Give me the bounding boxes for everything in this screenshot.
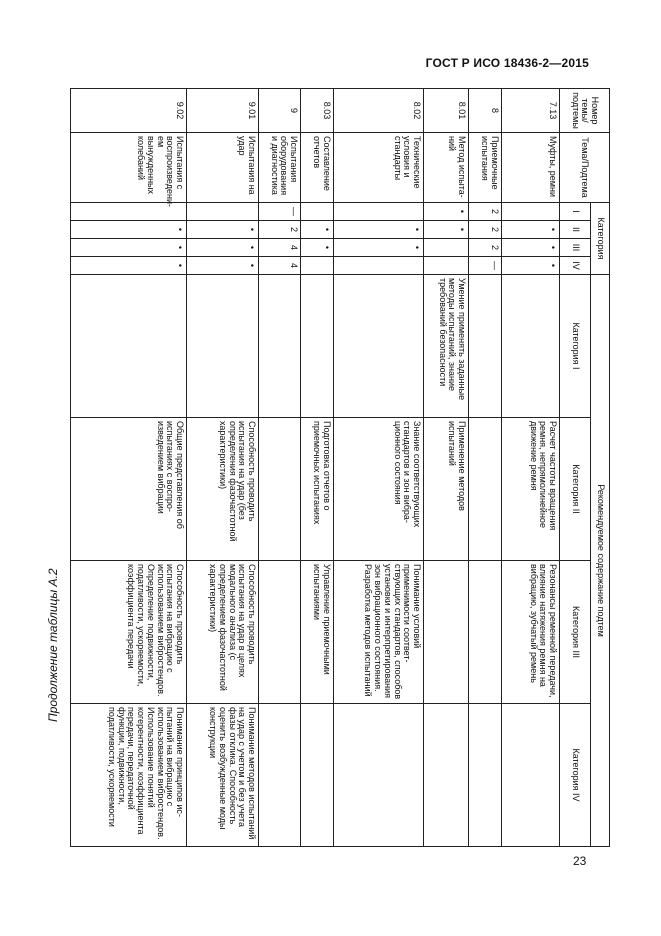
row-cat-1 [502,203,560,221]
row-topic: Муфты, ремни [502,133,560,203]
row-cat-4 [301,257,334,275]
table-row [334,89,424,847]
row-cat-1 [301,203,334,221]
row-content-1 [71,275,187,418]
table-row [469,89,502,847]
row-topic: Составление отчетов [301,133,334,203]
document-header: ГОСТ Р ИСО 18436-2—2015 [425,56,589,70]
rotated-table-container [70,88,610,846]
row-number: 8 [469,89,502,133]
row-content-3: Способность проводить испытания на вибрацию с использованием вибростендов. Определение подвижности, податливости, ускоряемости, коэффициента передачи [71,561,187,704]
row-content-2: Применение методов испытаний [424,418,469,561]
row-cat-1: — [259,203,301,221]
row-number: 8.02 [334,89,424,133]
row-cat-3: • [187,239,259,257]
row-content-1 [301,275,334,418]
row-topic: Испытания оборудования и диагностика [259,133,301,203]
row-content-3 [259,561,301,704]
row-content-1 [259,275,301,418]
row-content-4: Понимание принципов испытаний на вибрацию с использованием вибростендов. Использование понятий когерентности, коэффициента передачи, передаточной функции, подвижности, податливости, ускоряемости [71,704,187,847]
row-number: 8.01 [424,89,469,133]
row-content-3: Способность проводить испытания на удар в целях модального анализа (с определением фазочастотной характеристики) [187,561,259,704]
row-content-1 [334,275,424,418]
row-content-1 [502,275,560,418]
row-content-1: Умение применять заданные методы испытаний, знание требований безопасности [424,275,469,418]
row-number: 7.13 [502,89,560,133]
row-cat-4 [424,257,469,275]
header-content-3: Категория III [560,561,591,704]
row-content-2: Подготовка отчетов о приемочных испытаниях [301,418,334,561]
row-content-3: Понимание условий применимости соответствующих стандартов, способов установки и интерпретирования зон вибрационного состояния. Разработка методов испытаний [334,561,424,704]
row-cat-3: • [301,239,334,257]
header-row-2 [560,89,591,847]
header-category: Категория [591,203,610,275]
row-cat-4: • [187,257,259,275]
row-cat-2: 2 [469,221,502,239]
row-content-4 [259,704,301,847]
table-row [71,89,187,847]
row-cat-3: • [502,239,560,257]
row-content-2 [259,418,301,561]
header-content-4: Категория IV [560,704,591,847]
table-row [502,89,560,847]
row-cat-3: 2 [469,239,502,257]
table-row [301,89,334,847]
header-content-1: Категория I [560,275,591,418]
competency-table [70,88,610,847]
header-cat-2: II [560,221,591,239]
table-caption: Продолжение таблицы А.2 [46,568,60,722]
row-topic: Приемочные испытания [469,133,502,203]
row-cat-2: • [502,221,560,239]
row-number: 9.01 [187,89,259,133]
row-topic: Технические условия и стандарты [334,133,424,203]
row-cat-1 [187,203,259,221]
row-content-4 [301,704,334,847]
table-row [259,89,301,847]
row-content-3 [469,561,502,704]
header-cat-1: I [560,203,591,221]
row-cat-3: 4 [259,239,301,257]
row-content-3: Резонансы ременной передачи, влияние натяжения ремня на вибрацию, зубчатый ремень [502,561,560,704]
row-content-2: Способность проводить испытания на удар (без определения фазочастотной характеристики) [187,418,259,561]
page-number: 23 [573,854,587,868]
row-content-2 [469,418,502,561]
row-cat-3 [424,239,469,257]
row-content-2: Знание соответствующих стандартов и зон вибрационного состояния [334,418,424,561]
row-cat-1 [334,203,424,221]
row-topic: Испытания на удар [187,133,259,203]
row-content-4 [424,704,469,847]
row-cat-4: • [71,257,187,275]
row-content-2: Расчет частоты вращения ремня, непрямолинейное движение ремня [502,418,560,561]
header-row-1 [591,89,610,847]
row-cat-4: — [469,257,502,275]
row-content-1 [469,275,502,418]
row-cat-3: • [334,239,424,257]
row-content-2: Общие представления об испытаниях с воспроизведением вибрации [71,418,187,561]
header-cat-4: IV [560,257,591,275]
row-cat-2: • [301,221,334,239]
row-number: 9.02 [71,89,187,133]
row-cat-2: • [71,221,187,239]
header-number: Номер темы/подтемы [560,89,610,133]
row-cat-4: 4 [259,257,301,275]
row-content-3: Управление приемочными испытаниями [301,561,334,704]
header-recommended-content: Рекомендуемое содержание подтем [591,275,610,847]
row-content-4 [502,704,560,847]
row-content-1 [187,275,259,418]
row-cat-2: • [187,221,259,239]
table-row [187,89,259,847]
row-content-4 [334,704,424,847]
row-cat-1: • [424,203,469,221]
header-cat-3: III [560,239,591,257]
row-cat-2: • [334,221,424,239]
row-content-4 [469,704,502,847]
row-cat-1: 2 [469,203,502,221]
row-cat-2: 2 [259,221,301,239]
row-content-4: Понимание методов испытаний на удар с учетом и без учета фазы отклика. Способность оценить возбужденные моды конструкции [187,704,259,847]
row-cat-4 [334,257,424,275]
header-content-2: Категория II [560,418,591,561]
header-topic: Тема/Подтема [560,133,610,203]
row-topic: Метод испытаний [424,133,469,203]
row-number: 8.03 [301,89,334,133]
row-cat-2: • [424,221,469,239]
row-cat-4: • [502,257,560,275]
row-cat-3: • [71,239,187,257]
row-content-3 [424,561,469,704]
row-number: 9 [259,89,301,133]
table-row [424,89,469,847]
row-topic: Испытания с воспроизведением вынужденных колебаний [71,133,187,203]
